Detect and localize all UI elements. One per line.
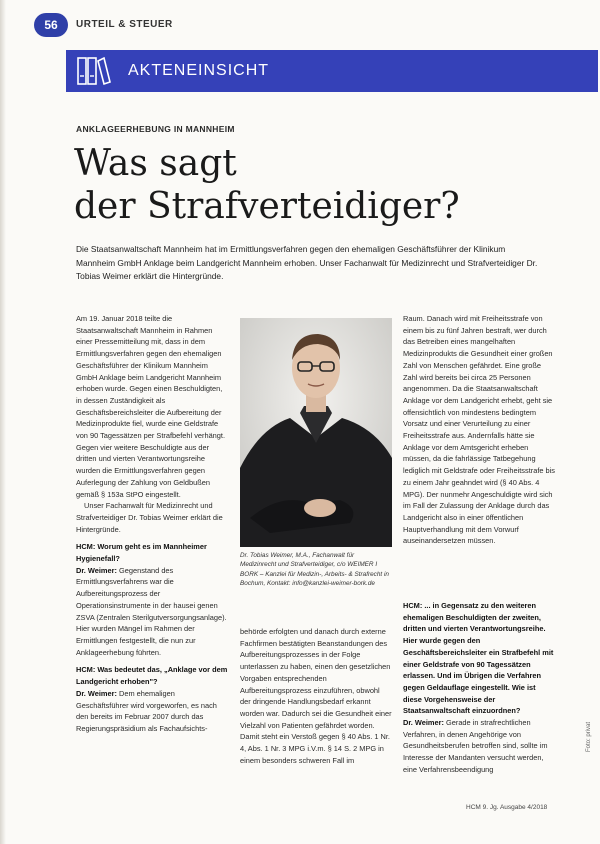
page-fold-shadow xyxy=(0,0,6,844)
column-1 xyxy=(76,313,228,735)
article-kicker: ANKLAGEERHEBUNG IN MANNHEIM xyxy=(76,124,235,134)
speaker-label: Dr. Weimer: xyxy=(403,718,444,728)
body-paragraph: behörde erfolgten und danach durch externe Fachfirmen bestätigten Beanstandungen des Aufbereitungsprozesses in der Folge unterlassen zu haben, einen den gesetzlichen Vorgaben entsprechenden Aufbereitungsprozess einzuführen, obwohl der dringende Handlungsbedarf erkannt worden war. Dadurch sei die Gesundheit einer Vielzahl von Patienten gefährdet worden. Damit steht ein Verstoß gegen § 40 Abs. 1 Nr. 4, Abs. 1 Nr. 3 MPG i.V.m. § 14 S. 2 MPG in einem besonders schweren Fall im xyxy=(240,627,392,765)
article-title xyxy=(74,142,574,228)
body-paragraph: Raum. Danach wird mit Freiheitsstrafe von einem bis zu fünf Jahren bestraft, wer durch das Betreiben eines mangelhaften Medizinprodukts die Gesundheit einer großen Zahl von Menschen gefährdet. Eine große Zahl wird bereits bei circa 25 Personen angenommen. Da die Staatsanwaltschaft Anklage vor dem Landgericht erhebt, geht sie offensichtlich von mindestens bedingtem Vorsatz und einer Verurteilung zu einer Freiheitsstrafe aus. Andernfalls hätte sie Anklage vor dem Amtsgericht erheben müssen, da die fahrlässige Tatbegehung lediglich mit Geldstrafe oder Freiheitsstrafe bis zu einem Jahr geahndet wird (§ 40 Abs. 4 MPG). Der nunmehr Angeschuldigte wird sich im Fall der Zulassung der Anklage durch das Landgericht also in einer öffentlichen Hauptverhandlung mit dem Vorwurf auseinandersetzen müssen. xyxy=(403,314,555,546)
speaker-label: Dr. Weimer: xyxy=(76,565,117,575)
column-3-lower xyxy=(403,600,556,776)
interview-question: HCM: Was bedeutet das, „Anklage vor dem Landgericht erhoben"? xyxy=(76,665,228,687)
interview-answer xyxy=(76,688,228,735)
column-2-lower xyxy=(240,626,392,766)
article-intro: Die Staatsanwaltschaft Mannheim hat im Ermittlungsverfahren gegen den ehemaligen Geschäftsführer der Klinikum Mannheim GmbH Anklage beim Landgericht Mannheim erhoben. Unser Fachanwalt für Medizinrecht und Strafverteidiger Dr. Tobias Weimer erklärt die Hintergründe. xyxy=(76,244,538,281)
issue-footer: HCM 9. Jg. Ausgabe 4/2018 xyxy=(466,804,548,811)
author-photo xyxy=(240,318,392,547)
interview-question: HCM: Worum geht es im Mannheimer Hygienefall? xyxy=(76,542,207,564)
portrait-image xyxy=(240,318,392,547)
title-line-1: Was sagt xyxy=(74,143,237,184)
banner-label: AKTENEINSICHT xyxy=(128,62,270,79)
body-paragraph: Unser Fachanwalt für Medizinrecht und Strafverteidiger Dr. Tobias Weimer erklärt die Hintergründe. xyxy=(76,501,223,534)
photo-credit: Foto: privat xyxy=(586,721,592,752)
section-banner xyxy=(66,50,598,92)
binders-icon xyxy=(76,56,112,86)
photo-caption: Dr. Tobias Weimer, M.A., Fachanwalt für Medizinrecht und Strafverteidiger, c/o WEIMER I BORK – Kanzlei für Medizin-, Arbeits- & Strafrecht in Bochum, Kontakt: info@kanzlei-weimer-bork.de xyxy=(240,552,389,588)
body-paragraph: Am 19. Januar 2018 teilte die Staatsanwaltschaft Mannheim in Rahmen einer Pressemitteilung mit, dass in dem Ermittlungsverfahren gegen den ehemaligen Geschäftsführer der Klinikum Mannheim GmbH Anklage beim Landgericht Mannheim erhoben wurde. Gegen einen Beschuldigten, in dessen Zuständigkeit als Geschäftsbereichsleiter die Aufbereitung der Medizinprodukte fiel, wurde eine Geldstrafe von 90 Tagessätzen per Strafbefehl verhängt. Gegen vier weitere Beschuldigte aus der dritten und vierten Verantwortungsreihe wurden die Ermittlungsverfahren gegen Auferlegung der Zahlung von Geldbußen gemäß § 153a StPO eingestellt. xyxy=(76,314,226,499)
title-line-2: der Strafverteidiger? xyxy=(74,186,460,227)
speaker-label: Dr. Weimer: xyxy=(76,688,117,698)
interview-question: HCM: ... in Gegensatz zu den weiteren ehemaligen Beschuldigten der zweiten, dritten und vierten Verantwortungsreihe. Hier wurde gegen den Geschäftsbereichsleiter ein Strafbefehl mit einer Geldstrafe von 90 Tagessätzen erlassen. Und im Übrigen die Verfahren gegen Geldauflage eingestellt. Wie ist diese Vorgehensweise der Staatsanwaltschaft einzuordnen? xyxy=(403,601,554,716)
interview-answer xyxy=(403,717,556,776)
column-3 xyxy=(403,313,556,547)
answer-text: Gerade in strafrechtlichen Verfahren, in denen Angehörige von Gesundheitsberufen betroffen sind, sollte im Interesse der Mandanten versucht werden, eine Verfahrensbeendigung xyxy=(403,718,548,774)
interview-answer xyxy=(76,565,228,659)
page-number-badge: 56 xyxy=(34,13,68,37)
answer-text: Dem ehemaligen Geschäftsführer wird vorgeworfen, es nach den bereits im Februar 2007 durch das Regierungspräsidium als Fachaufsichts- xyxy=(76,688,217,733)
answer-text: Gegenstand des Ermittlungsverfahrens war die Aufbereitungsprozess der Operationsinstrumente in der hausei genen ZSVA (Zentralen Sterilgutversorgungsanlage). Hier wurden Mängel im Rahmen der Ermittlungen festgestellt, die nun zur Anklageerhebung führten. xyxy=(76,565,227,657)
section-rubric: URTEIL & STEUER xyxy=(76,19,173,30)
